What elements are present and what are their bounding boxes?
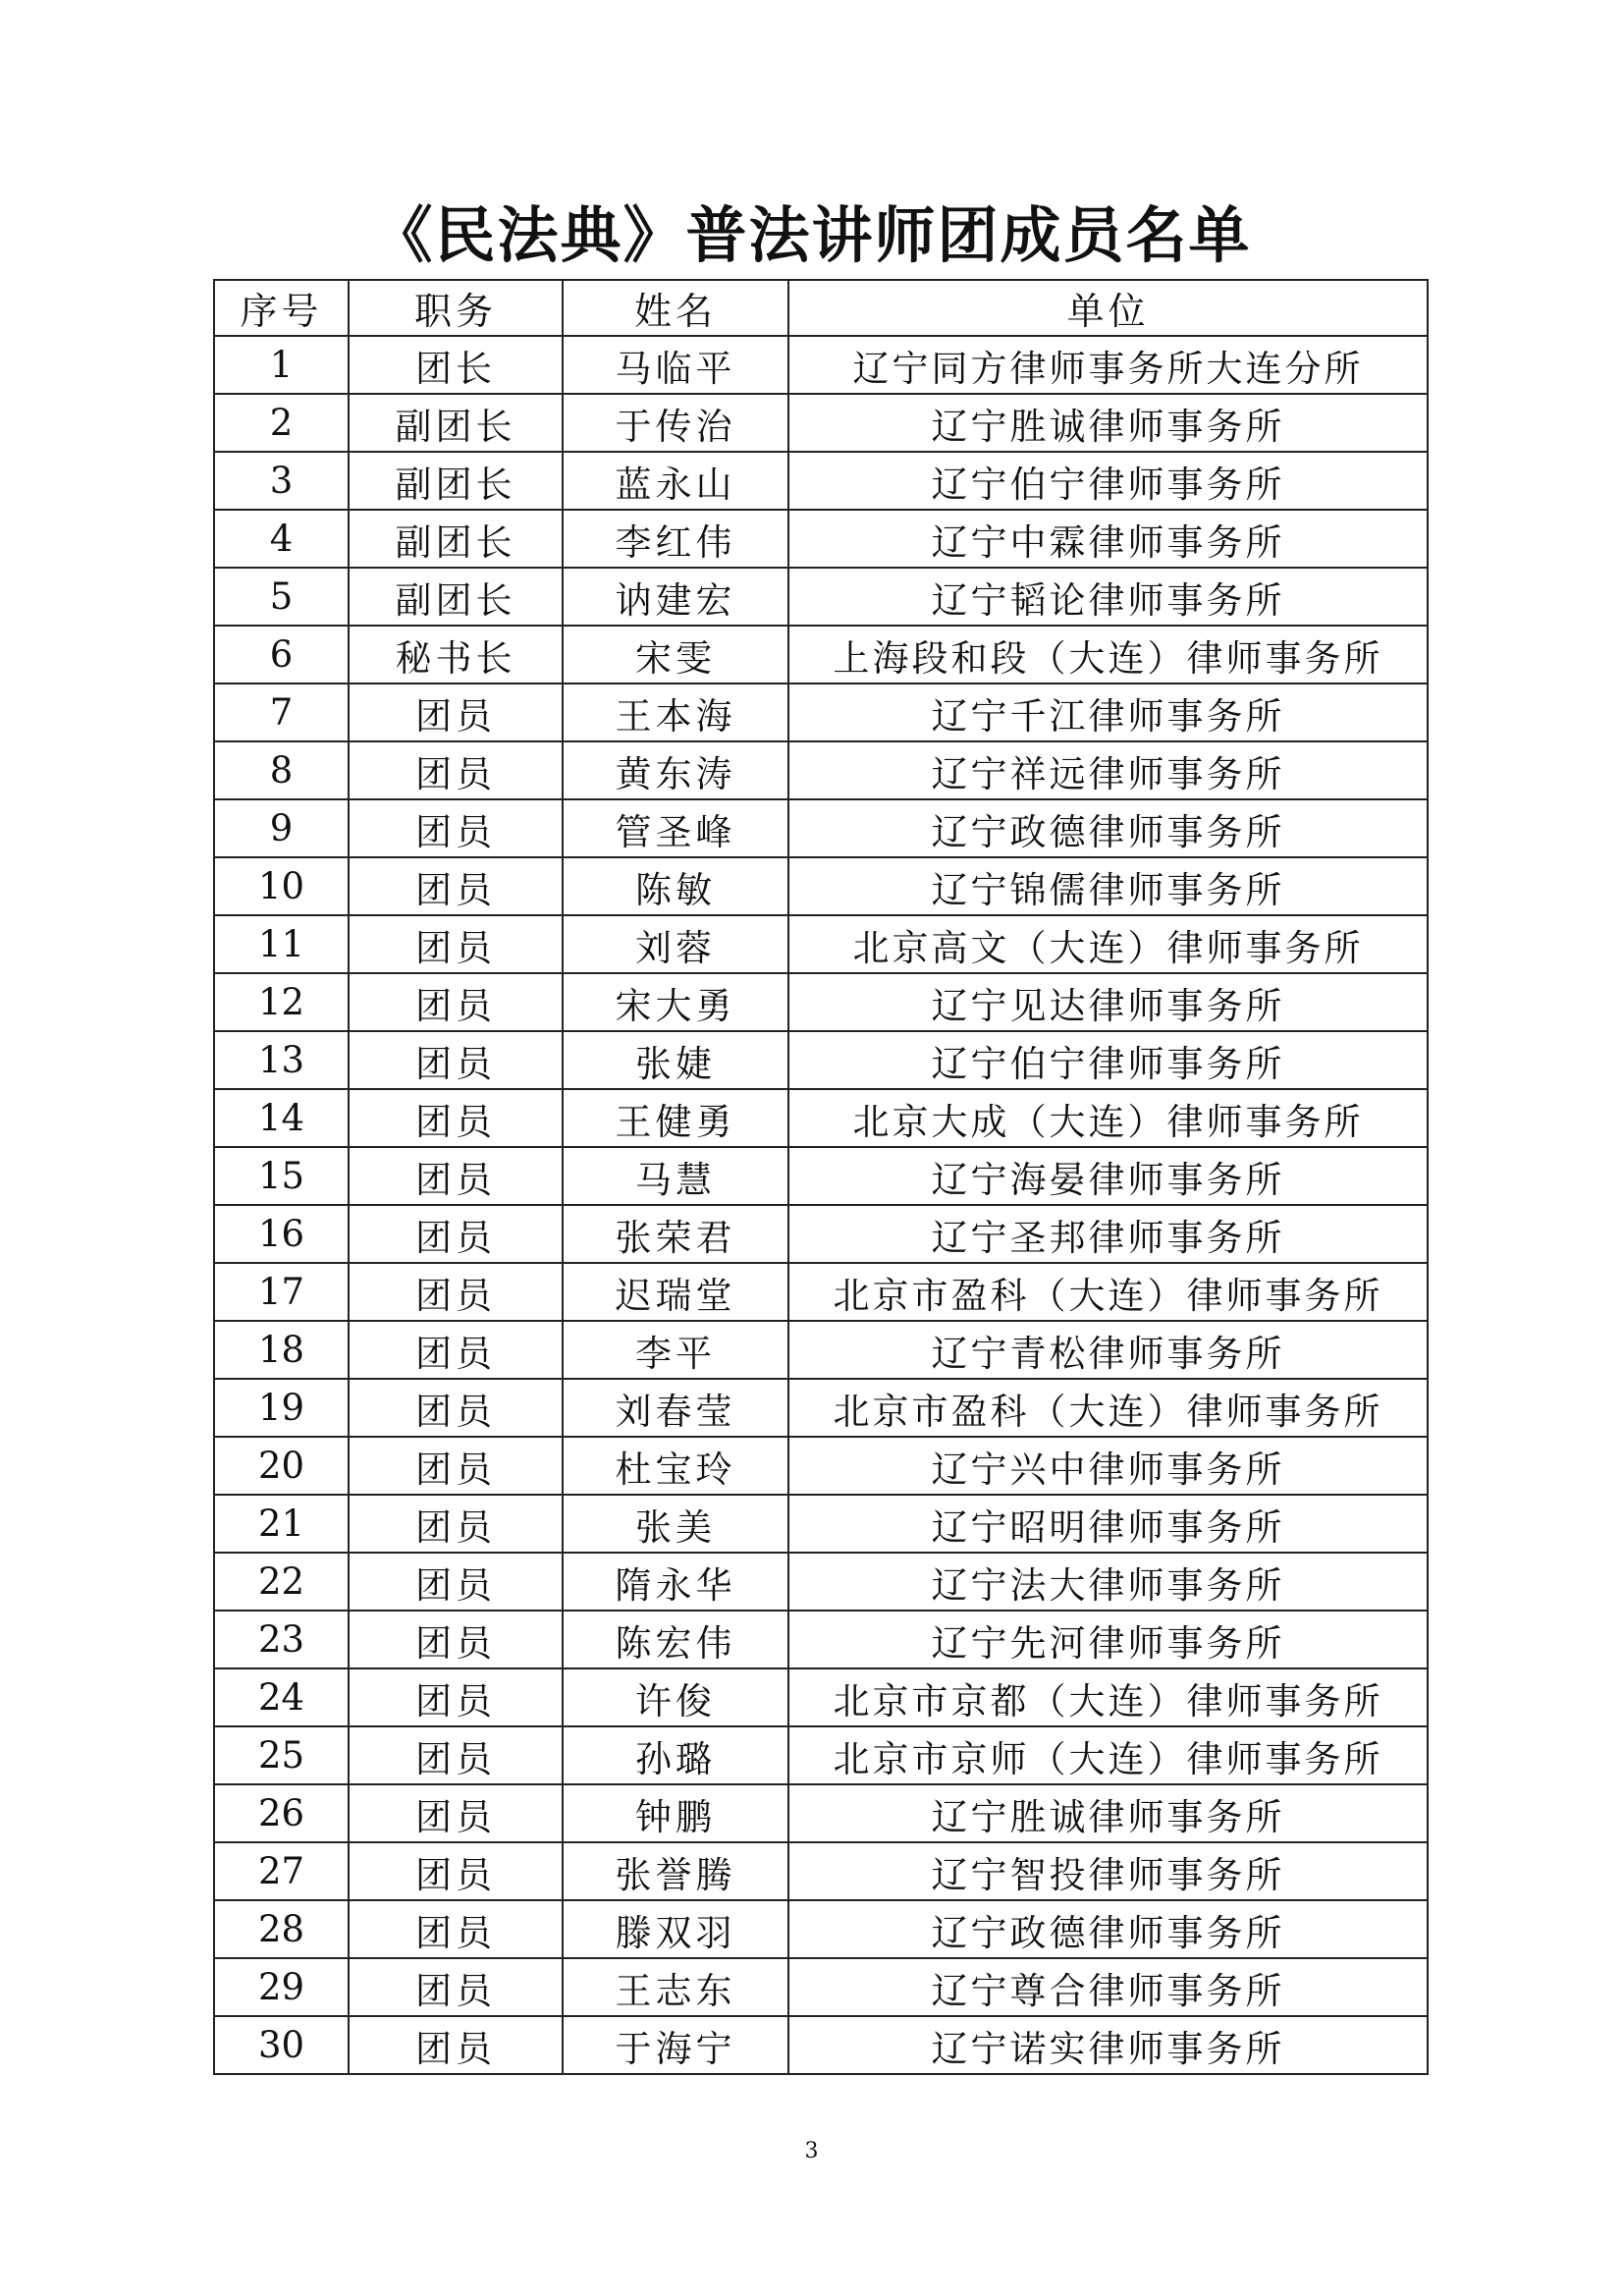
cell-name: 刘蓉	[563, 915, 788, 973]
cell-position: 副团长	[349, 510, 563, 568]
cell-name: 于海宁	[563, 2016, 788, 2074]
cell-unit: 北京市盈科（大连）律师事务所	[788, 1263, 1428, 1321]
cell-position: 团员	[349, 1321, 563, 1379]
cell-no: 30	[214, 2016, 349, 2074]
cell-unit: 辽宁胜诚律师事务所	[788, 394, 1428, 452]
member-table	[213, 279, 1429, 2075]
cell-name: 马慧	[563, 1147, 788, 1205]
cell-position: 团员	[349, 1611, 563, 1668]
table-row	[214, 1263, 1428, 1321]
cell-name: 钟鹏	[563, 1784, 788, 1842]
table-row	[214, 1726, 1428, 1784]
table-row	[214, 1495, 1428, 1553]
cell-position: 团员	[349, 683, 563, 741]
cell-no: 18	[214, 1321, 349, 1379]
cell-position: 副团长	[349, 568, 563, 626]
table-row	[214, 568, 1428, 626]
cell-position: 团员	[349, 1784, 563, 1842]
cell-no: 20	[214, 1437, 349, 1495]
cell-position: 团员	[349, 973, 563, 1031]
cell-no: 27	[214, 1842, 349, 1900]
cell-name: 李平	[563, 1321, 788, 1379]
header-no: 序号	[214, 280, 349, 336]
cell-name: 孙璐	[563, 1726, 788, 1784]
cell-name: 刘春莹	[563, 1379, 788, 1437]
cell-name: 滕双羽	[563, 1900, 788, 1958]
cell-unit: 辽宁法大律师事务所	[788, 1553, 1428, 1611]
cell-no: 6	[214, 626, 349, 683]
cell-name: 蓝永山	[563, 452, 788, 510]
cell-name: 隋永华	[563, 1553, 788, 1611]
cell-no: 24	[214, 1668, 349, 1726]
table-row	[214, 626, 1428, 683]
cell-no: 11	[214, 915, 349, 973]
cell-unit: 辽宁智投律师事务所	[788, 1842, 1428, 1900]
cell-position: 团长	[349, 336, 563, 394]
cell-no: 28	[214, 1900, 349, 1958]
cell-unit: 辽宁先河律师事务所	[788, 1611, 1428, 1668]
cell-position: 团员	[349, 1553, 563, 1611]
table-row	[214, 1205, 1428, 1263]
header-name: 姓名	[563, 280, 788, 336]
table-row	[214, 336, 1428, 394]
cell-position: 团员	[349, 1842, 563, 1900]
cell-name: 宋大勇	[563, 973, 788, 1031]
cell-no: 26	[214, 1784, 349, 1842]
cell-name: 管圣峰	[563, 799, 788, 857]
table-row	[214, 1958, 1428, 2016]
cell-position: 团员	[349, 1900, 563, 1958]
cell-position: 团员	[349, 1958, 563, 2016]
table-row	[214, 915, 1428, 973]
cell-name: 王本海	[563, 683, 788, 741]
cell-position: 秘书长	[349, 626, 563, 683]
cell-unit: 北京市盈科（大连）律师事务所	[788, 1379, 1428, 1437]
table-row	[214, 1321, 1428, 1379]
table-row	[214, 1031, 1428, 1089]
table-row	[214, 1842, 1428, 1900]
header-unit: 单位	[788, 280, 1428, 336]
cell-unit: 辽宁政德律师事务所	[788, 799, 1428, 857]
cell-no: 12	[214, 973, 349, 1031]
cell-position: 团员	[349, 1726, 563, 1784]
table-row	[214, 683, 1428, 741]
cell-name: 张婕	[563, 1031, 788, 1089]
table-row	[214, 510, 1428, 568]
cell-no: 23	[214, 1611, 349, 1668]
table-header-row	[214, 280, 1428, 336]
table-row	[214, 1437, 1428, 1495]
cell-unit: 辽宁韬论律师事务所	[788, 568, 1428, 626]
cell-position: 团员	[349, 1495, 563, 1553]
cell-no: 10	[214, 857, 349, 915]
cell-name: 王志东	[563, 1958, 788, 2016]
table-row	[214, 452, 1428, 510]
cell-name: 迟瑞堂	[563, 1263, 788, 1321]
table-row	[214, 799, 1428, 857]
cell-no: 4	[214, 510, 349, 568]
cell-position: 团员	[349, 1147, 563, 1205]
cell-name: 马临平	[563, 336, 788, 394]
cell-name: 宋雯	[563, 626, 788, 683]
cell-unit: 辽宁政德律师事务所	[788, 1900, 1428, 1958]
cell-position: 团员	[349, 915, 563, 973]
cell-unit: 辽宁伯宁律师事务所	[788, 1031, 1428, 1089]
cell-no: 16	[214, 1205, 349, 1263]
table-row	[214, 857, 1428, 915]
cell-unit: 辽宁伯宁律师事务所	[788, 452, 1428, 510]
cell-unit: 辽宁昭明律师事务所	[788, 1495, 1428, 1553]
cell-unit: 辽宁海晏律师事务所	[788, 1147, 1428, 1205]
cell-position: 团员	[349, 1205, 563, 1263]
cell-unit: 上海段和段（大连）律师事务所	[788, 626, 1428, 683]
cell-unit: 辽宁圣邦律师事务所	[788, 1205, 1428, 1263]
cell-name: 陈敏	[563, 857, 788, 915]
table-row	[214, 741, 1428, 799]
cell-position: 团员	[349, 2016, 563, 2074]
cell-unit: 辽宁兴中律师事务所	[788, 1437, 1428, 1495]
cell-name: 张美	[563, 1495, 788, 1553]
cell-unit: 辽宁尊合律师事务所	[788, 1958, 1428, 2016]
page-number: 3	[804, 2139, 819, 2163]
table-row	[214, 2016, 1428, 2074]
cell-unit: 辽宁诺实律师事务所	[788, 2016, 1428, 2074]
cell-no: 3	[214, 452, 349, 510]
table-row	[214, 973, 1428, 1031]
cell-unit: 北京高文（大连）律师事务所	[788, 915, 1428, 973]
cell-no: 25	[214, 1726, 349, 1784]
cell-name: 张荣君	[563, 1205, 788, 1263]
cell-no: 22	[214, 1553, 349, 1611]
cell-no: 15	[214, 1147, 349, 1205]
cell-unit: 辽宁祥远律师事务所	[788, 741, 1428, 799]
cell-position: 副团长	[349, 452, 563, 510]
cell-no: 13	[214, 1031, 349, 1089]
cell-no: 1	[214, 336, 349, 394]
table-row	[214, 1784, 1428, 1842]
cell-name: 许俊	[563, 1668, 788, 1726]
table-row	[214, 1379, 1428, 1437]
cell-name: 杜宝玲	[563, 1437, 788, 1495]
cell-position: 副团长	[349, 394, 563, 452]
cell-unit: 辽宁青松律师事务所	[788, 1321, 1428, 1379]
cell-position: 团员	[349, 1379, 563, 1437]
cell-position: 团员	[349, 857, 563, 915]
table-row	[214, 1611, 1428, 1668]
cell-unit: 辽宁锦儒律师事务所	[788, 857, 1428, 915]
cell-name: 于传治	[563, 394, 788, 452]
cell-name: 张誉腾	[563, 1842, 788, 1900]
table-row	[214, 1900, 1428, 1958]
table-row	[214, 1668, 1428, 1726]
cell-no: 5	[214, 568, 349, 626]
table-row	[214, 394, 1428, 452]
cell-position: 团员	[349, 1263, 563, 1321]
cell-name: 陈宏伟	[563, 1611, 788, 1668]
table-row	[214, 1089, 1428, 1147]
cell-unit: 辽宁见达律师事务所	[788, 973, 1428, 1031]
cell-no: 2	[214, 394, 349, 452]
cell-position: 团员	[349, 1031, 563, 1089]
cell-name: 李红伟	[563, 510, 788, 568]
cell-position: 团员	[349, 1089, 563, 1147]
header-position: 职务	[349, 280, 563, 336]
table-body	[214, 336, 1428, 2074]
cell-unit: 辽宁胜诚律师事务所	[788, 1784, 1428, 1842]
page-title: 《民法典》普法讲师团成员名单	[371, 199, 1252, 271]
cell-position: 团员	[349, 1668, 563, 1726]
cell-no: 7	[214, 683, 349, 741]
cell-no: 29	[214, 1958, 349, 2016]
table-row	[214, 1147, 1428, 1205]
cell-position: 团员	[349, 799, 563, 857]
cell-unit: 北京大成（大连）律师事务所	[788, 1089, 1428, 1147]
cell-position: 团员	[349, 741, 563, 799]
cell-name: 王健勇	[563, 1089, 788, 1147]
cell-no: 19	[214, 1379, 349, 1437]
cell-unit: 北京市京师（大连）律师事务所	[788, 1726, 1428, 1784]
table-row	[214, 1553, 1428, 1611]
cell-no: 17	[214, 1263, 349, 1321]
cell-unit: 辽宁同方律师事务所大连分所	[788, 336, 1428, 394]
cell-unit: 辽宁中霖律师事务所	[788, 510, 1428, 568]
cell-position: 团员	[349, 1437, 563, 1495]
cell-name: 讷建宏	[563, 568, 788, 626]
cell-unit: 北京市京都（大连）律师事务所	[788, 1668, 1428, 1726]
cell-no: 9	[214, 799, 349, 857]
cell-no: 8	[214, 741, 349, 799]
cell-name: 黄东涛	[563, 741, 788, 799]
cell-unit: 辽宁千江律师事务所	[788, 683, 1428, 741]
cell-no: 14	[214, 1089, 349, 1147]
cell-no: 21	[214, 1495, 349, 1553]
